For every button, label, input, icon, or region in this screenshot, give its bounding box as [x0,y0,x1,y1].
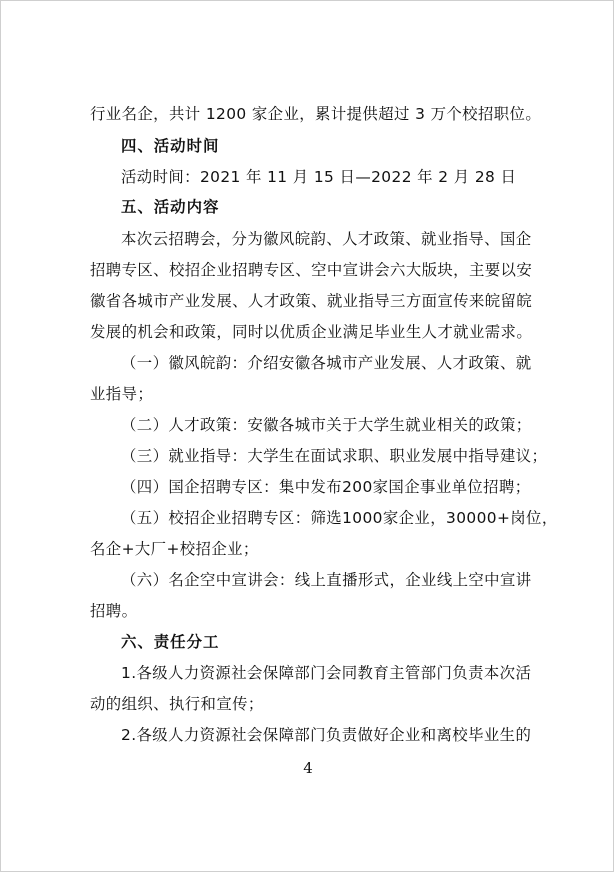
numbered-item-line: 动的组织、执行和宣传； [90,695,264,713]
numbered-item-line: 2.各级人力资源社会保障部门负责做好企业和离校毕业生的 [121,726,532,744]
body-text-line: 徽省各城市产业发展、人才政策、就业指导三方面宣传来皖留皖 [90,292,533,310]
list-item-line: （二）人才政策：安徽各城市关于大学生就业相关的政策； [121,416,532,434]
list-item-line: 业指导； [90,385,154,403]
section-heading: 五、活动内容 [121,198,220,216]
list-item-line: （六）名企空中宣讲会：线上直播形式，企业线上空中宣讲 [121,571,532,589]
list-item-line: （五）校招企业招聘专区：筛选1000家企业，30000+岗位， [121,509,558,527]
page-number: 4 [303,759,313,777]
section-heading: 四、活动时间 [121,137,220,155]
section-heading: 六、责任分工 [121,633,220,651]
list-item-line: 招聘。 [90,602,138,620]
list-item-line: （一）徽风皖韵：介绍安徽各城市产业发展、人才政策、就 [121,354,532,372]
list-item-line: （四）国企招聘专区：集中发布200家国企事业单位招聘； [121,478,531,496]
body-text-line: 行业名企，共计 1200 家企业，累计提供超过 3 万个校招职位。 [90,105,542,123]
body-text-line: 发展的机会和政策，同时以优质企业满足毕业生人才就业需求。 [90,323,533,341]
numbered-item-line: 1.各级人力资源社会保障部门会同教育主管部门负责本次活 [121,664,532,682]
paragraph-first-line: 本次云招聘会，分为徽风皖韵、人才政策、就业指导、国企 [121,230,532,248]
body-text-line: 活动时间：2021 年 11 月 15 日—2022 年 2 月 28 日 [121,168,517,186]
list-item-line: （三）就业指导：大学生在面试求职、职业发展中指导建议； [121,447,548,465]
body-text-line: 招聘专区、校招企业招聘专区、空中宣讲会六大版块，主要以安 [90,261,533,279]
list-item-line: 名企+大厂+校招企业； [90,540,259,558]
